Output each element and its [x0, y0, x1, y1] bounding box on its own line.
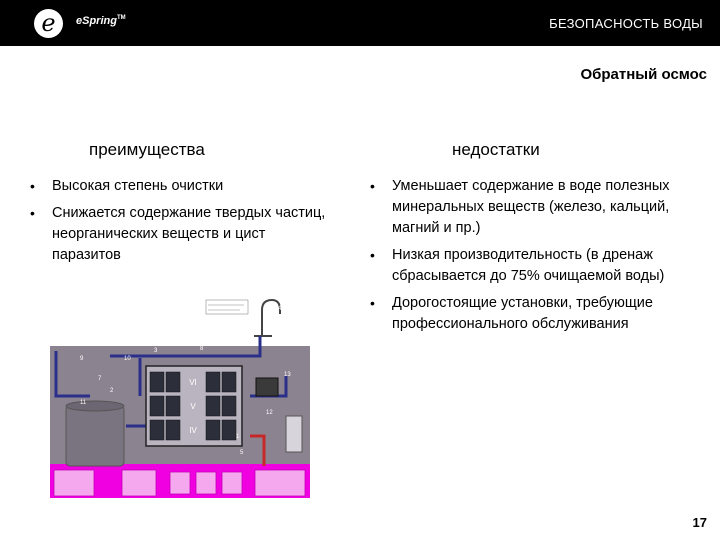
disadvantage-text: Низкая производительность (в дренаж сбрасывается до 75% очищаемой воды)	[392, 247, 665, 284]
pump-motor	[256, 378, 278, 396]
bullet: •	[370, 295, 375, 311]
bullet: •	[370, 247, 375, 263]
bullet: •	[30, 178, 35, 194]
advantage-text: Высокая степень очистки	[52, 178, 224, 194]
advantage-text: Снижается содержание твердых частиц, неорганических веществ и цист паразитов	[52, 205, 326, 263]
part-number: 11	[80, 400, 87, 406]
section-title: БЕЗОПАСНОСТЬ ВОДЫ	[549, 16, 703, 31]
part-number: 13	[284, 372, 291, 378]
part-number: 5	[240, 450, 244, 456]
page-number: 17	[692, 515, 707, 530]
disadvantages-heading: недостатки	[452, 140, 540, 159]
reverse-osmosis-diagram	[50, 296, 310, 498]
part-number: 1	[236, 434, 240, 440]
logo-name: eSpring	[76, 15, 117, 27]
part-number: 8	[200, 346, 204, 352]
stage-label: VI	[189, 378, 197, 387]
part-number: 7	[98, 376, 102, 382]
part-number: 9	[80, 356, 84, 362]
storage-tank	[66, 406, 124, 466]
part-number: 2	[110, 388, 114, 394]
disadvantage-text: Дорогостоящие установки, требующие профессионального обслуживания	[392, 295, 653, 332]
logo-glyph: e	[41, 9, 56, 37]
bullet: •	[370, 178, 375, 194]
disadvantage-item	[370, 176, 690, 239]
disadvantage-item	[370, 293, 690, 335]
part-number: 12	[266, 410, 273, 416]
part-number: 10	[124, 356, 131, 362]
part-number: 3	[154, 348, 158, 354]
espring-logo-text	[76, 15, 126, 27]
stage-label: IV	[189, 426, 197, 435]
stage-label: V	[190, 402, 196, 411]
espring-logo-mark	[34, 9, 63, 38]
header-bar	[0, 0, 720, 46]
drain-fitting	[286, 416, 302, 452]
part-number: 6	[256, 330, 260, 336]
advantage-item	[30, 203, 330, 266]
bullet: •	[30, 205, 35, 221]
faucet-callout	[206, 300, 248, 314]
advantages-heading: преимущества	[89, 140, 205, 159]
disadvantage-item	[370, 245, 690, 287]
part-number: 4	[278, 306, 282, 312]
advantages-list	[30, 176, 330, 272]
disadvantages-list	[370, 176, 690, 341]
advantage-item	[30, 176, 330, 197]
floor-pattern	[54, 470, 305, 496]
logo-trademark: TM	[116, 15, 126, 21]
slide-title: Обратный осмос	[580, 66, 707, 83]
disadvantage-text: Уменьшает содержание в воде полезных минеральных веществ (железо, кальций, магний и пр.)	[392, 178, 670, 236]
